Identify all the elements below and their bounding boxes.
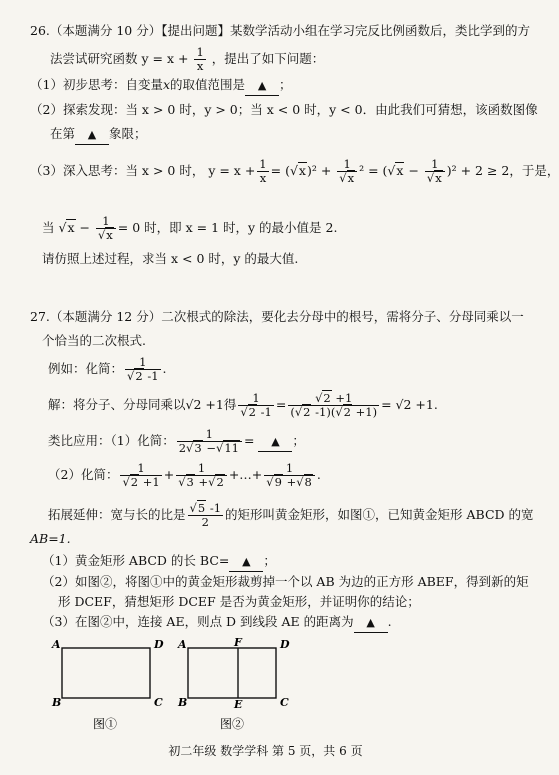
triangle-marker-icon: ▲ bbox=[257, 79, 267, 92]
q26-part1-post: 的取值范围是 bbox=[170, 77, 246, 92]
q27-header: 27.（本题满分 12 分）二次根式的除法，要化去分母中的根号，需将分子、分母同乘以一 bbox=[30, 309, 524, 324]
q26-line2 bbox=[50, 46, 324, 73]
q26-part3b-post: = 0 时，即 x = 1 时，y 的最小值是 2. bbox=[117, 220, 338, 235]
label-E: E bbox=[234, 698, 243, 711]
label-D: D bbox=[280, 638, 290, 651]
q26-part1: （1）初步思考：自变量x的取值范围是 ▲ ； bbox=[30, 76, 292, 96]
q27-sub3: （3）在图②中，连接 AE，则点 D 到线段 AE 的距离为 ▲ . bbox=[42, 613, 392, 633]
q26-part2b-post: 象限； bbox=[109, 126, 147, 141]
q27-solution: 解：将分子、分母同乘以√2 +1得 $\frac{1}{√2 -1}$ = $\frac{√2 +1}{(√2 -1)(√2 +1)}$ = √2 +1. bbox=[48, 391, 438, 419]
label-C: C bbox=[280, 696, 289, 709]
q27-sub3-pre: （3）在图②中，连接 AE，则点 D 到线段 AE 的距离为 bbox=[42, 614, 354, 629]
q27-sub2: （2）如图②，将图①中的黄金矩形裁剪掉一个以 AB 为边的正方形 ABEF，得到新的矩 bbox=[42, 574, 529, 589]
label-A: A bbox=[178, 638, 187, 651]
figures bbox=[0, 638, 531, 748]
q27-solution-pre: 解：将分子、分母同乘以√2 +1得 bbox=[48, 397, 237, 412]
answer-blank bbox=[229, 552, 263, 572]
q26-part3 bbox=[30, 158, 559, 185]
answer-blank bbox=[354, 613, 388, 633]
triangle-marker-icon: ▲ bbox=[87, 128, 97, 141]
q26-part2b-pre: 在第 bbox=[50, 126, 76, 141]
q27-example: 例如：化简： $\frac{1}{√2 -1}$ . bbox=[48, 355, 167, 383]
q26-part3-pre: （3）深入思考：当 x > 0 时， bbox=[30, 163, 205, 178]
figure-2 bbox=[177, 636, 290, 731]
q27-sub2b: 形 DCEF，猜想矩形 DCEF 是否为黄金矩形，并证明你的结论； bbox=[58, 594, 420, 609]
label-A: A bbox=[52, 638, 61, 651]
q27-extend-pre: 拓展延伸：宽与长的比是 bbox=[48, 507, 186, 522]
answer-blank bbox=[258, 432, 292, 452]
fig2-caption: 图② bbox=[220, 717, 245, 731]
q27-sub1: （1）黄金矩形 ABCD 的长 BC= ▲ ； bbox=[42, 552, 276, 572]
golden-rectangle-abcd-2 bbox=[188, 648, 276, 698]
q26-part1-var: x bbox=[162, 77, 171, 92]
q27-analog1: 类比应用：（1）化简： $\frac{1}{2√3 -√11}$ = ▲ ； bbox=[48, 427, 305, 455]
q27-analog1-pre: 类比应用：（1）化简： bbox=[48, 433, 175, 448]
q26-part1-pre: （1）初步思考：自变量 bbox=[30, 77, 163, 92]
label-C: C bbox=[154, 696, 163, 709]
q26-line2-pre: 法尝试研究函数 y = x + bbox=[50, 51, 189, 66]
label-F: F bbox=[234, 636, 242, 649]
label-B: B bbox=[52, 696, 62, 709]
label-D: D bbox=[154, 638, 164, 651]
q26-line2-post: ，提出了如下问题： bbox=[211, 51, 325, 66]
frac-numerator: 1 bbox=[196, 45, 204, 59]
fig1-caption: 图① bbox=[93, 717, 118, 731]
answer-blank bbox=[245, 76, 279, 96]
q26-part3b: 当 √x − $\frac{1}{√x}$ = 0 时，即 x = 1 时，y 的最小值是 2. bbox=[42, 214, 338, 242]
q27-analog2: （2）化简： $\frac{1}{√2 +1}$ + $\frac{1}{√3 +√2}$ +…+ $\frac{1}{√9 +√8}$ . bbox=[48, 461, 321, 489]
q26-part2: （2）探索发现：当 x > 0 时，y > 0；当 x < 0 时，y < 0．由此我们可猜想，该函数图像 bbox=[30, 102, 538, 117]
frac-denominator: x bbox=[196, 59, 204, 73]
q26-part3-post: + 2 ≥ 2，于是， bbox=[460, 163, 559, 178]
q27-extend-post: 的矩形叫黄金矩形，如图①，已知黄金矩形 ABCD 的宽 bbox=[225, 507, 534, 522]
label-B: B bbox=[178, 696, 188, 709]
triangle-marker-icon: ▲ bbox=[271, 435, 280, 448]
q26-part4: 请仿照上述过程，求当 x < 0 时，y 的最大值. bbox=[42, 251, 299, 266]
q26-fraction bbox=[194, 46, 205, 73]
q26-part2b bbox=[50, 125, 147, 145]
q27-sub1-pre: （1）黄金矩形 ABCD 的长 BC= bbox=[42, 553, 230, 568]
q27-analog2-pre: （2）化简： bbox=[48, 467, 119, 482]
figure-1 bbox=[51, 638, 164, 731]
triangle-marker-icon: ▲ bbox=[242, 555, 251, 568]
q27-extend: 拓展延伸：宽与长的比是 $\frac{√5 -1}{2}$ 的矩形叫黄金矩形，如图①，已知黄金矩形 ABCD 的宽 bbox=[48, 501, 534, 529]
golden-rectangle-abcd bbox=[62, 648, 150, 698]
q26-part3-formula: y = x + $\frac{1}{x}$ = (√x)² + $\frac{1}{√x}$ ² = (√x − $\frac{1}{√x}$ )² bbox=[208, 157, 457, 185]
q27-extend2: AB=1. bbox=[30, 531, 71, 546]
page-footer: 初二年级 数学学科 第 5 页，共 6 页 bbox=[168, 744, 363, 758]
q26-part3b-pre: 当 bbox=[42, 220, 55, 235]
q27-line2: 个恰当的二次根式. bbox=[42, 333, 146, 348]
answer-blank bbox=[75, 125, 109, 145]
q27-solution-post: = √2 +1. bbox=[381, 397, 438, 412]
triangle-marker-icon: ▲ bbox=[366, 616, 375, 629]
q27-example-pre: 例如：化简： bbox=[48, 361, 124, 376]
q26-header: 26.（本题满分 10 分）【提出问题】某数学活动小组在学习完反比例函数后，类比学到的方 bbox=[30, 23, 530, 38]
